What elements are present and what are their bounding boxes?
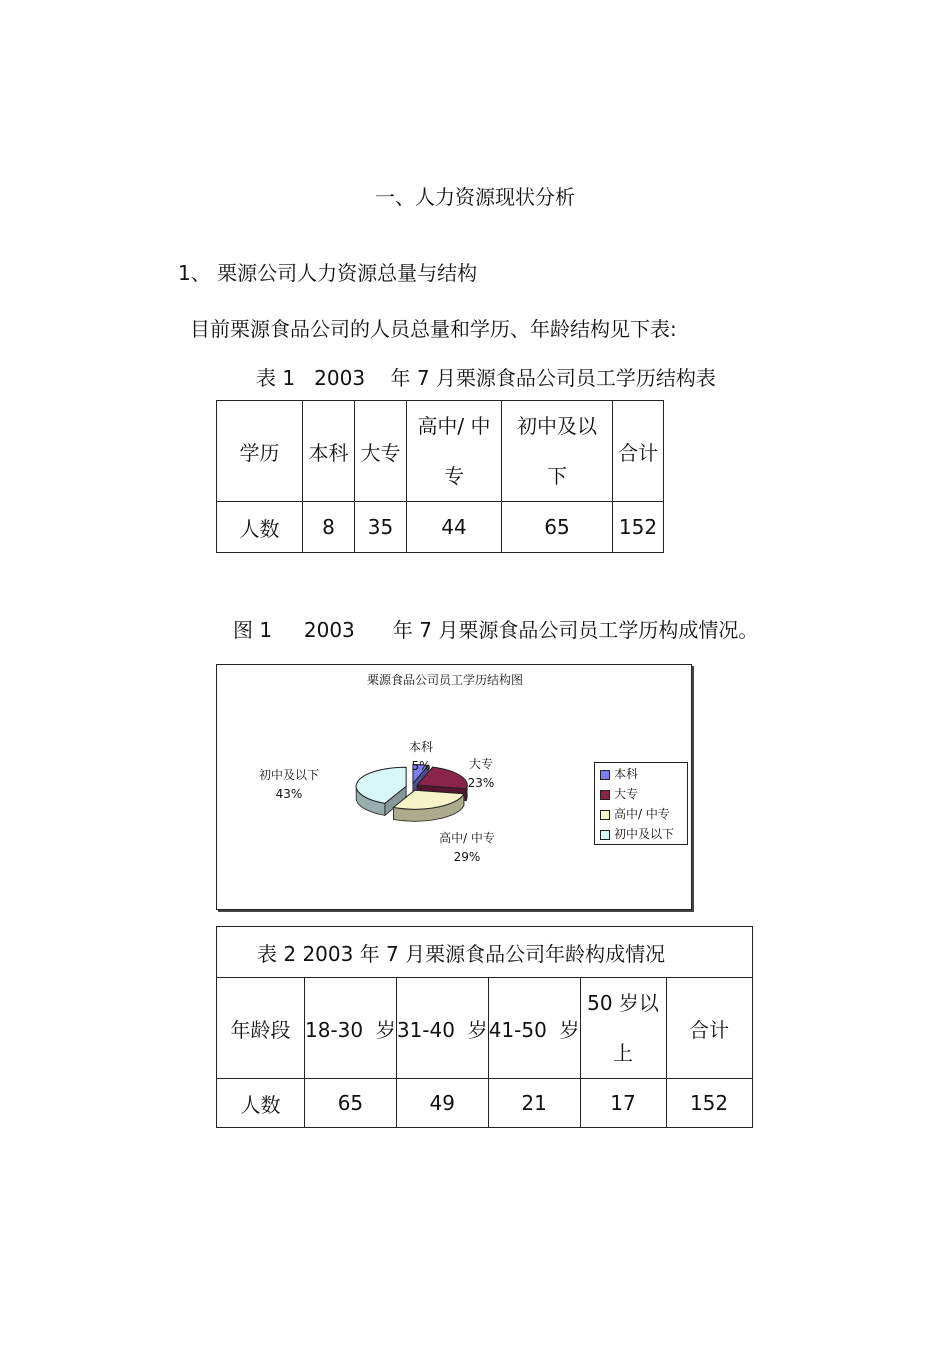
table-title: 表 2 2003 年 7 月栗源食品公司年龄构成情况 <box>217 927 753 978</box>
header-cell: 41-50 岁 <box>488 978 580 1079</box>
table-row <box>217 978 753 1079</box>
header-cell: 合计 <box>666 978 752 1079</box>
chart-legend <box>594 762 688 845</box>
header-cell <box>580 978 666 1079</box>
table-cell: 152 <box>613 502 664 553</box>
slice-category: 初中及以下 <box>258 768 319 782</box>
header-line: 50 岁以 <box>587 991 659 1015</box>
table-cell: 8 <box>303 502 355 553</box>
table-row <box>217 1079 753 1128</box>
slice-percent: 23% <box>467 776 495 790</box>
legend-swatch <box>600 830 610 840</box>
slice-label-benke <box>403 738 439 776</box>
row-label: 人数 <box>217 502 303 553</box>
table-row <box>217 401 664 502</box>
legend-label: 初中及以下 <box>614 827 675 841</box>
slice-category: 高中/ 中专 <box>439 831 495 845</box>
row-label: 人数 <box>217 1079 305 1128</box>
header-cell <box>502 401 613 502</box>
slice-label-dazhuan <box>463 755 499 793</box>
table-cell: 49 <box>396 1079 488 1128</box>
header-cell: 合计 <box>613 401 664 502</box>
slice-percent: 5% <box>411 759 431 773</box>
table-cell: 21 <box>488 1079 580 1128</box>
table-cell: 35 <box>355 502 407 553</box>
pie-chart <box>216 664 692 910</box>
legend-label: 大专 <box>614 787 639 801</box>
header-line: 下 <box>547 464 567 488</box>
legend-item <box>600 766 638 782</box>
legend-swatch <box>600 810 610 820</box>
legend-item <box>600 806 670 822</box>
header-cell: 大专 <box>355 401 407 502</box>
header-cell: 31-40 岁 <box>396 978 488 1079</box>
figure1-caption: 图 1 2003 年 7 月栗源食品公司员工学历构成情况。 <box>233 618 759 642</box>
table-cell: 44 <box>407 502 502 553</box>
section-title: 1、 栗源公司人力资源总量与结构 <box>178 261 478 285</box>
age-table <box>216 926 753 1128</box>
legend-item <box>600 826 674 842</box>
legend-item <box>600 786 638 802</box>
table-cell: 65 <box>502 502 613 553</box>
slice-category: 本科 <box>408 740 433 754</box>
slice-category: 大专 <box>468 757 493 771</box>
slice-label-gaozhong <box>429 829 505 867</box>
legend-swatch <box>600 770 610 780</box>
table-row <box>217 927 753 978</box>
header-cell <box>407 401 502 502</box>
table-cell: 17 <box>580 1079 666 1128</box>
header-line: 初中及以 <box>517 414 597 438</box>
slice-label-chuzhong <box>253 766 325 804</box>
page-heading: 一、人力资源现状分析 <box>375 185 575 209</box>
header-cell: 年龄段 <box>217 978 305 1079</box>
slice-percent: 43% <box>275 787 303 801</box>
table-row <box>217 502 664 553</box>
header-line: 高中/ 中 <box>417 414 491 438</box>
table-cell: 65 <box>305 1079 397 1128</box>
header-cell: 18-30 岁 <box>305 978 397 1079</box>
slice-percent: 29% <box>453 850 481 864</box>
header-line: 专 <box>444 464 464 488</box>
legend-swatch <box>600 790 610 800</box>
legend-label: 高中/ 中专 <box>614 807 670 821</box>
header-cell: 本科 <box>303 401 355 502</box>
header-line: 上 <box>613 1041 634 1065</box>
header-cell: 学历 <box>217 401 303 502</box>
table-cell: 152 <box>666 1079 752 1128</box>
table1-caption: 表 1 2003 年 7 月栗源食品公司员工学历结构表 <box>256 366 716 390</box>
education-table <box>216 400 664 553</box>
chart-title: 栗源食品公司员工学历结构图 <box>366 673 523 687</box>
legend-label: 本科 <box>614 767 639 781</box>
intro-paragraph: 目前栗源食品公司的人员总量和学历、年龄结构见下表: <box>190 317 677 341</box>
